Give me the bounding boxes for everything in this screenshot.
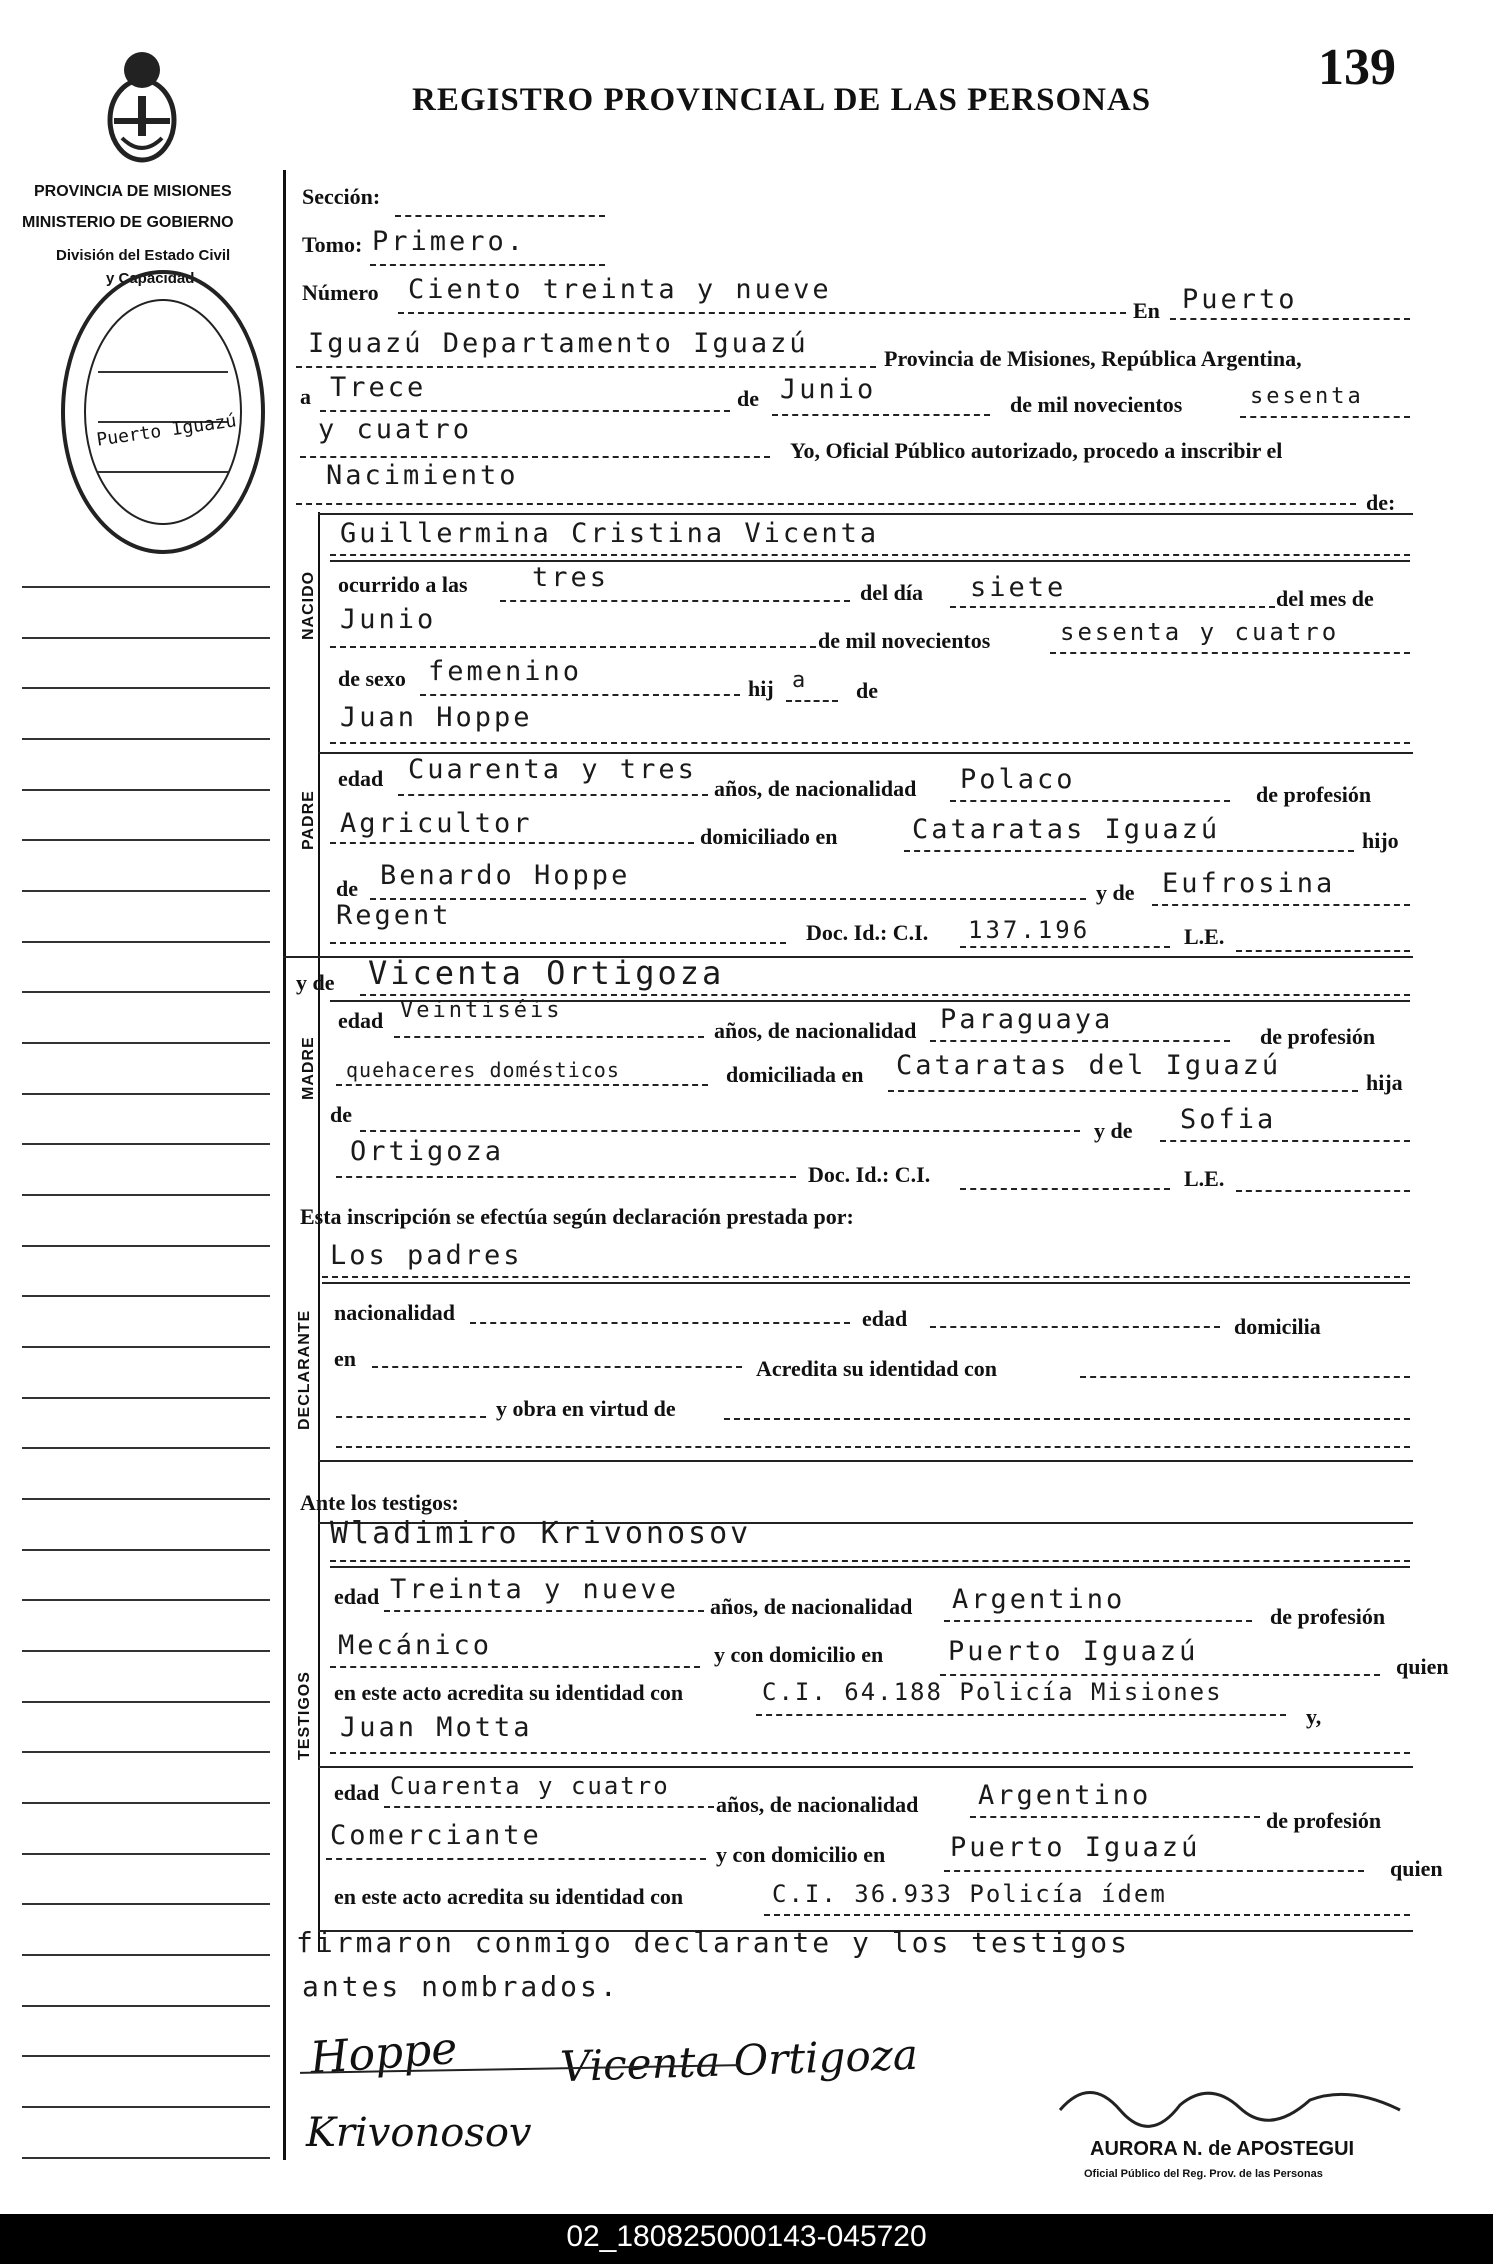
- testigo2-prof-label: de profesión: [1266, 1808, 1382, 1833]
- hora-value: tres: [532, 562, 610, 593]
- padre-nac-value: Polaco: [960, 764, 1076, 795]
- testigo1-prof-line: [330, 1666, 700, 1668]
- testigo1-dom-value: Puerto Iguazú: [948, 1636, 1199, 1667]
- header-capacidad: y Capacidad: [106, 270, 195, 287]
- declarante-edad-line: [930, 1326, 1220, 1328]
- section-left-border: [318, 512, 320, 1952]
- abuela-materna-line: [1160, 1140, 1410, 1142]
- padre-dom-line: [904, 850, 1354, 852]
- testigo1-acredita-label: en este acto acredita su identidad con: [334, 1680, 684, 1705]
- padre-doc-label: Doc. Id.: C.I.: [806, 920, 929, 945]
- padre-doc-value: 137.196: [968, 916, 1091, 944]
- declarante-obra-line: [724, 1418, 1410, 1420]
- ocurrido-label: ocurrido a las: [338, 572, 468, 597]
- nacido-nombre-value: Guillermina Cristina Vicenta: [340, 518, 880, 549]
- dia-inscripcion-value: Trece: [330, 372, 427, 403]
- testigo1-double-rule: [330, 1566, 1410, 1568]
- testigo1-quien-label: quien: [1396, 1654, 1449, 1679]
- nacido-section-label: NACIDO: [300, 570, 317, 640]
- official-stamp: [58, 262, 268, 562]
- de-label: de: [737, 386, 759, 411]
- oficial-title: Oficial Público del Reg. Prov. de las Personas: [1084, 2168, 1323, 2180]
- declarante-en-label: en: [334, 1346, 356, 1371]
- padre-yde-label: y de: [1096, 880, 1135, 905]
- madre-nac-value: Paraguaya: [940, 1004, 1114, 1035]
- madre-doc-label: Doc. Id.: C.I.: [808, 1162, 931, 1187]
- tomo-label: Tomo:: [302, 232, 363, 257]
- document-title: REGISTRO PROVINCIAL DE LAS PERSONAS: [412, 82, 1152, 118]
- madre-prof-value: quehaceres domésticos: [346, 1058, 620, 1082]
- abuela-materna-value2: Ortigoza: [350, 1136, 505, 1167]
- mil-novecientos-nac-label: de mil novecientos: [818, 628, 991, 653]
- declarante-nac-line: [470, 1322, 850, 1324]
- hora-line: [500, 600, 850, 602]
- padre-nac-label: años, de nacionalidad: [714, 776, 917, 801]
- abuela2-line: [330, 942, 786, 944]
- lugar-value: Iguazú Departamento Iguazú: [308, 328, 809, 359]
- madre-dom-label: domiciliada en: [726, 1062, 864, 1087]
- abuela-materna2-line: [336, 1176, 796, 1178]
- testigo1-id-line: [756, 1714, 1286, 1716]
- declarante-extra-line: [336, 1446, 1410, 1448]
- abuela-paterna-line: [1152, 904, 1410, 906]
- padre-hijo-label: hijo: [1362, 828, 1399, 853]
- testigo1-edad-label: edad: [334, 1584, 380, 1609]
- testigo1-prof-label: de profesión: [1270, 1604, 1386, 1629]
- madre-prof-line: [336, 1084, 708, 1086]
- numero-label: Número: [302, 280, 379, 305]
- padre-le-label: L.E.: [1184, 924, 1225, 949]
- padre-prof-value: Agricultor: [340, 808, 533, 839]
- mil-novecientos-label: de mil novecientos: [1010, 392, 1183, 417]
- anio-inscripcion-value: sesenta: [1250, 384, 1364, 409]
- madre-doc-line: [960, 1188, 1170, 1190]
- declarante-value: Los padres: [330, 1240, 523, 1271]
- testigo1-dom-line: [940, 1674, 1380, 1676]
- testigo2-edad-line: [384, 1806, 714, 1808]
- yo-oficial-text: Yo, Oficial Público autorizado, procedo a inscribir el: [790, 438, 1283, 463]
- declarante-obra-label: y obra en virtud de: [496, 1396, 676, 1421]
- en-value: Puerto: [1182, 284, 1298, 315]
- signature-krivonosov: Krivonosov: [306, 2110, 532, 2156]
- tomo-value: Primero.: [372, 226, 527, 257]
- madre-yde2-label: y de: [1094, 1118, 1133, 1143]
- madre-dom-value: Cataratas del Iguazú: [896, 1050, 1282, 1081]
- padre-prof-line: [330, 842, 694, 844]
- numero-value: Ciento treinta y nueve: [408, 274, 832, 305]
- padre-section-label: PADRE: [300, 790, 317, 850]
- declarante-bottom-rule: [318, 1460, 1413, 1462]
- padre-nombre-line: [330, 742, 1410, 744]
- testigo1-prof-value: Mecánico: [338, 1630, 493, 1661]
- hij-value: a: [792, 668, 809, 693]
- header-ministry: MINISTERIO DE GOBIERNO: [22, 214, 234, 231]
- testigo2-dom-label: y con domicilio en: [716, 1842, 886, 1867]
- sexo-line: [420, 694, 740, 696]
- footer-code: 02_180825000143-045720: [566, 2220, 927, 2253]
- testigo1-nombre-value: Wladimiro Krivonosov: [330, 1516, 752, 1551]
- acto-value: Nacimiento: [326, 460, 519, 491]
- testigo2-edad-value: Cuarenta y cuatro: [390, 1772, 670, 1800]
- main-left-border: [283, 170, 286, 2160]
- padre-prof-label: de profesión: [1256, 782, 1372, 807]
- escudo-logo: [100, 48, 184, 166]
- anio2-line: [300, 456, 770, 458]
- testigo1-nac-line: [944, 1620, 1252, 1622]
- nacido-top-rule: [318, 513, 1413, 515]
- testigo2-id-line: [764, 1914, 1410, 1916]
- declarante-section-label: DECLARANTE: [296, 1309, 313, 1430]
- closing-line1: firmaron conmigo declarante y los testigos: [296, 1926, 1131, 1959]
- testigos-mid-rule: [318, 1766, 1413, 1768]
- testigo2-nac-label: años, de nacionalidad: [716, 1792, 919, 1817]
- testigo1-dom-label: y con domicilio en: [714, 1642, 884, 1667]
- declarante-acredita-line: [1080, 1376, 1410, 1378]
- dia-nacimiento-value: siete: [970, 572, 1067, 603]
- declarante-domicilia-label: domicilia: [1234, 1314, 1321, 1339]
- testigo1-nac-value: Argentino: [952, 1584, 1126, 1615]
- testigo1-edad-line: [384, 1610, 704, 1612]
- madre-prof-label: de profesión: [1260, 1024, 1376, 1049]
- testigo1-edad-value: Treinta y nueve: [390, 1574, 679, 1605]
- madre-le-line: [1236, 1190, 1410, 1192]
- testigo1-nac-label: años, de nacionalidad: [710, 1594, 913, 1619]
- anio-inscripcion-line: [1240, 416, 1410, 418]
- testigo2-nombre-value: Juan Motta: [340, 1712, 533, 1743]
- padre-de-label: de: [336, 876, 358, 901]
- declarante-id-line: [336, 1416, 486, 1418]
- anio-inscripcion-value2: y cuatro: [318, 414, 473, 445]
- signature-hoppe: Hoppe: [308, 2022, 459, 2085]
- mes-label: del mes de: [1276, 586, 1374, 611]
- madre-dom-line: [888, 1090, 1358, 1092]
- testigo2-dom-line: [944, 1870, 1364, 1872]
- hij-line: [786, 700, 838, 702]
- a-label: a: [300, 384, 311, 409]
- padre-dom-label: domiciliado en: [700, 824, 838, 849]
- padre-nac-line: [950, 800, 1230, 802]
- testigo2-id-value: C.I. 36.933 Policía ídem: [772, 1880, 1167, 1908]
- en-line: [1170, 318, 1410, 320]
- mes-inscripcion-value: Junio: [780, 374, 877, 405]
- hij-de-label: de: [856, 678, 878, 703]
- testigo1-id-value: C.I. 64.188 Policía Misiones: [762, 1678, 1223, 1706]
- seccion-line: [395, 215, 605, 217]
- testigo2-nac-value: Argentino: [978, 1780, 1152, 1811]
- signature-oficial-scribble: [1050, 2070, 1410, 2130]
- testigo2-prof-line: [326, 1858, 706, 1860]
- padre-nombre-value: Juan Hoppe: [340, 702, 533, 733]
- declarante-double-rule: [322, 1282, 1410, 1284]
- declarante-acredita-label: Acredita su identidad con: [756, 1356, 998, 1381]
- padre-le-line: [1236, 950, 1410, 952]
- closing-line2: antes nombrados.: [302, 1970, 620, 2003]
- padre-edad-line: [398, 794, 708, 796]
- padre-edad-label: edad: [338, 766, 384, 791]
- seccion-label: Sección:: [302, 184, 381, 209]
- madre-edad-value: Veintiséis: [400, 998, 563, 1023]
- oficial-name: AURORA N. de APOSTEGUI: [1090, 2138, 1355, 2160]
- nacido-double-rule: [330, 560, 1410, 562]
- padre-edad-value: Cuarenta y tres: [408, 754, 697, 785]
- testigo2-prof-value: Comerciante: [330, 1820, 542, 1851]
- mes-inscripcion-line: [772, 414, 990, 416]
- hij-label: hij: [748, 676, 774, 701]
- madre-edad-label: edad: [338, 1008, 384, 1033]
- del-dia-label: del día: [860, 580, 923, 605]
- numero-line: [398, 312, 1126, 314]
- testigo2-quien-label: quien: [1390, 1856, 1443, 1881]
- dia-nacimiento-line: [950, 606, 1275, 608]
- declarante-nac-label: nacionalidad: [334, 1300, 456, 1325]
- signature-ortigoza: Vicenta Ortigoza: [559, 2029, 919, 2092]
- abuela-materna-value: Sofia: [1180, 1104, 1277, 1135]
- abuela-paterna-value2: Regent: [336, 900, 452, 931]
- testigo2-nac-line: [970, 1816, 1260, 1818]
- page-number: 139: [1318, 39, 1396, 96]
- en-label: En: [1133, 298, 1160, 323]
- madre-de-label: de: [330, 1102, 352, 1127]
- anio-nacimiento-value: sesenta y cuatro: [1060, 618, 1340, 646]
- mes-nacimiento-line: [330, 646, 816, 648]
- madre-le-label: L.E.: [1184, 1166, 1225, 1191]
- madre-yde-label: y de: [296, 970, 335, 995]
- sexo-label: de sexo: [338, 666, 406, 691]
- madre-nombre-value: Vicenta Ortigoza: [368, 954, 725, 992]
- stamp-text: Puerto Iguazú: [95, 410, 238, 451]
- testigo2-dom-value: Puerto Iguazú: [950, 1832, 1201, 1863]
- madre-nac-label: años, de nacionalidad: [714, 1018, 917, 1043]
- abuelo-paterno-value: Benardo Hoppe: [380, 860, 631, 891]
- madre-nombre-line: [360, 994, 1410, 996]
- dia-inscripcion-line: [320, 410, 730, 412]
- testigo1-nombre-line: [330, 1560, 1410, 1562]
- anio-nacimiento-line: [1050, 652, 1410, 654]
- testigo2-acredita-label: en este acto acredita su identidad con: [334, 1884, 684, 1909]
- mes-nacimiento-value: Junio: [340, 604, 437, 635]
- abuelo-materno-line: [360, 1130, 1080, 1132]
- tomo-line: [370, 264, 605, 266]
- madre-section-label: MADRE: [300, 1036, 317, 1100]
- inscripcion-text: Esta inscripción se efectúa según declaración prestada por:: [300, 1204, 854, 1229]
- declarante-en-line: [372, 1366, 742, 1368]
- madre-nac-line: [930, 1040, 1230, 1042]
- nacido-nombre-line: [330, 554, 1410, 556]
- abuela-paterna-value: Eufrosina: [1162, 868, 1336, 899]
- declarante-line: [322, 1276, 1410, 1278]
- madre-edad-line: [394, 1036, 704, 1038]
- ante-testigos-label: Ante los testigos:: [300, 1490, 459, 1515]
- testigo1-y-label: y,: [1306, 1704, 1322, 1729]
- provincia-text: Provincia de Misiones, República Argentina,: [884, 346, 1302, 371]
- acto-line: [296, 503, 1356, 505]
- header-division: División del Estado Civil: [56, 247, 231, 264]
- testigo2-edad-label: edad: [334, 1780, 380, 1805]
- padre-dom-value: Cataratas Iguazú: [912, 814, 1221, 845]
- abuelo-paterno-line: [370, 898, 1086, 900]
- header-province: PROVINCIA DE MISIONES: [34, 183, 232, 200]
- madre-hija-label: hija: [1366, 1070, 1403, 1095]
- de-end-label: de:: [1366, 490, 1396, 515]
- padre-doc-line: [960, 946, 1170, 948]
- testigos-section-label: TESTIGOS: [296, 1671, 313, 1760]
- testigo2-nombre-line: [330, 1752, 1410, 1754]
- sexo-value: femenino: [428, 656, 583, 687]
- lugar-line: [296, 366, 876, 368]
- declarante-edad-label: edad: [862, 1306, 908, 1331]
